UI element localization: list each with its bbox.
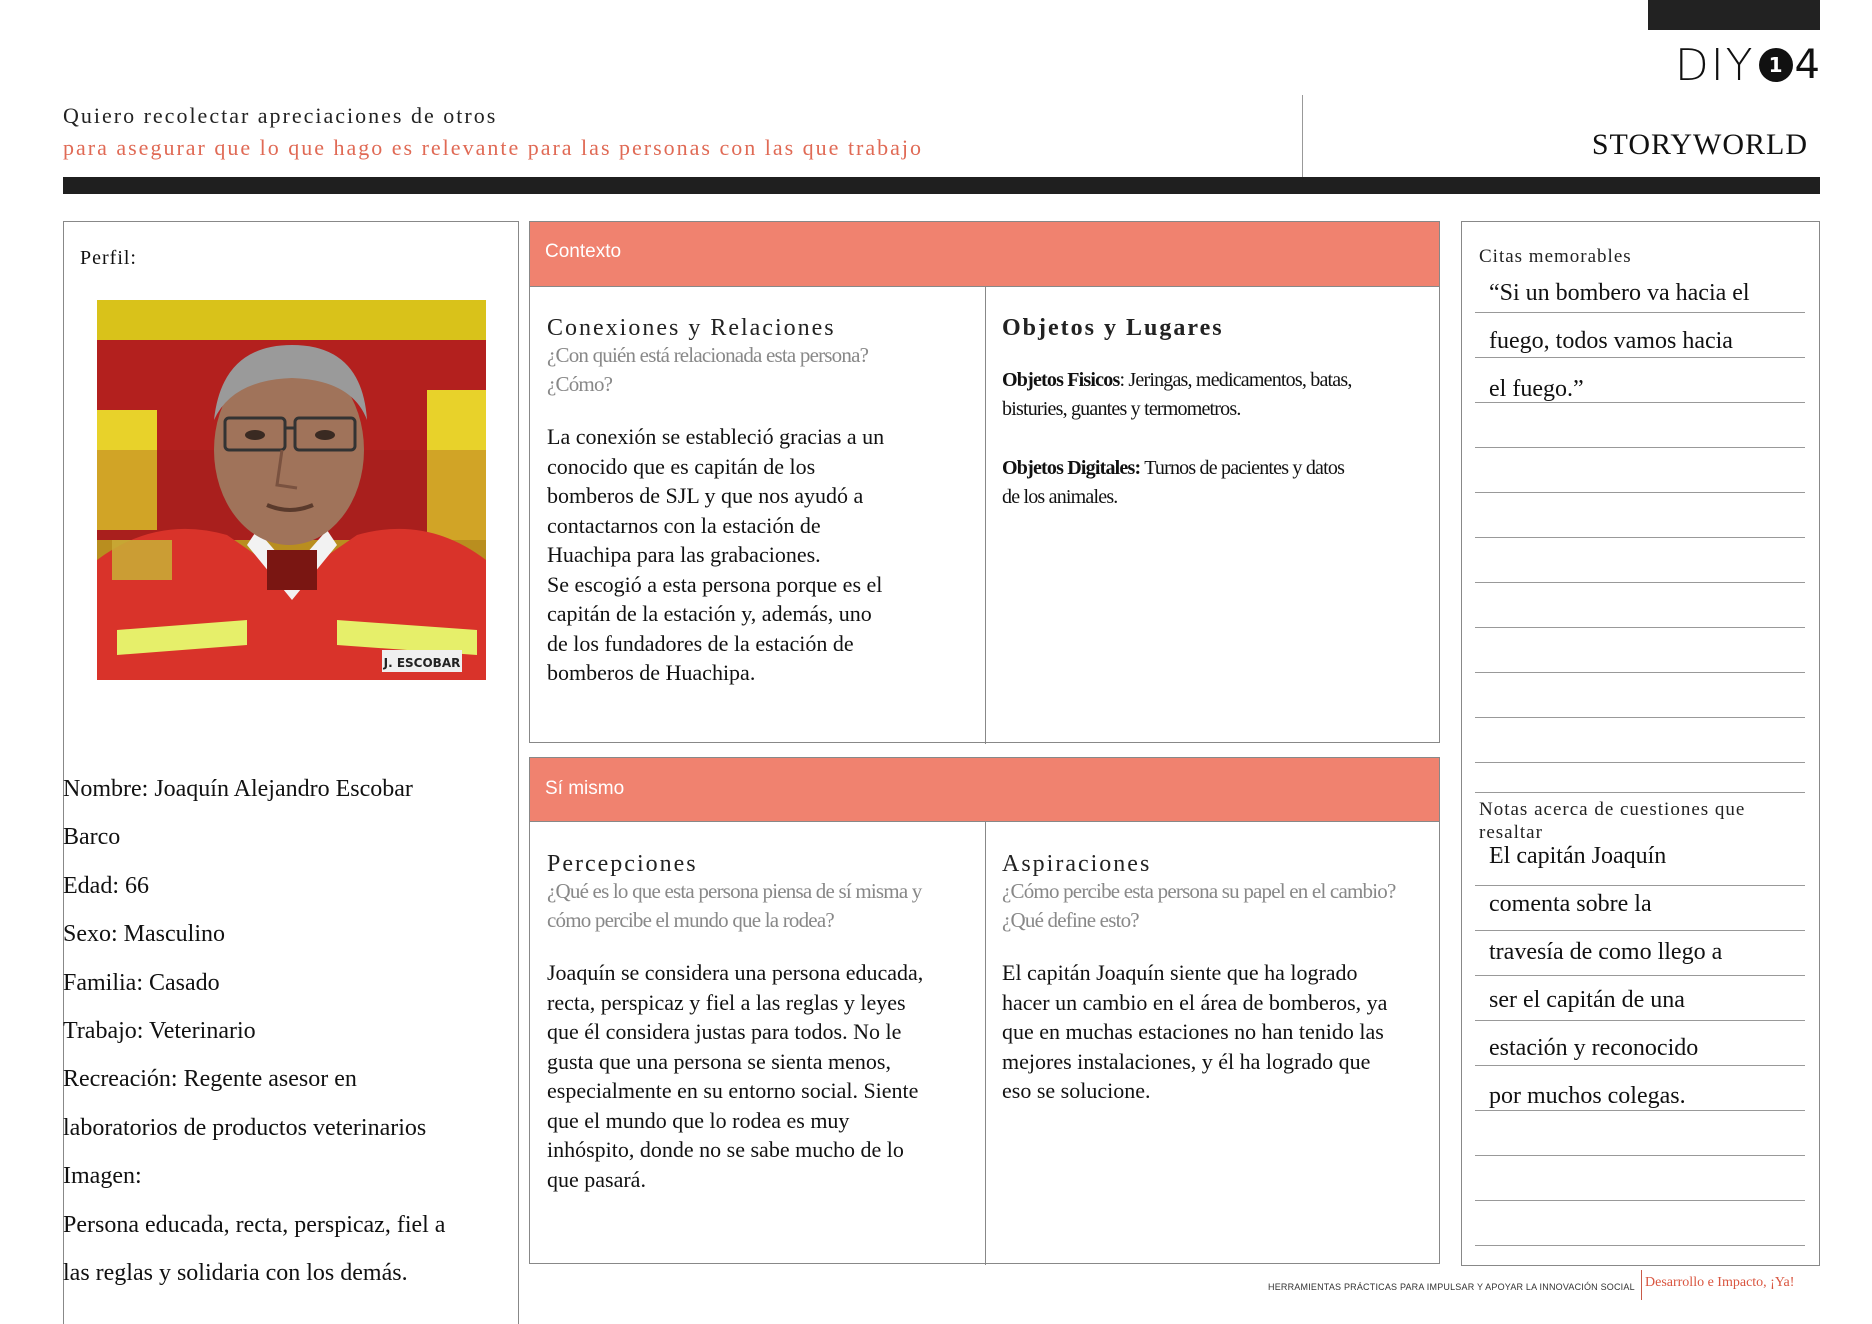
ruled-line [1475,1245,1805,1246]
subtitle-line: ¿Cómo? [547,372,613,396]
profile-photo [97,300,486,680]
ruled-line [1475,1110,1805,1111]
body-line: La conexión se estableció gracias a un [547,424,885,449]
profile-line: Nombre: Joaquín Alejandro Escobar [63,776,413,802]
quote-line: fuego, todos vamos hacia [1489,328,1733,354]
footer-separator [1641,1270,1642,1300]
header-goal-line: Quiero recolectar apreciaciones de otros [63,103,498,128]
objetos-digitales [1002,454,1432,512]
digitales-text-2: de los animales. [1002,486,1118,508]
profile-line: Imagen: [63,1163,142,1190]
ruled-line [1475,537,1805,538]
citas-label: Citas memorables [1479,246,1632,267]
ruled-line [1475,975,1805,976]
fisicos-label: Objetos Fisicos [1002,369,1120,391]
body-line: eso se solucione. [1002,1078,1151,1103]
body-line: inhóspito, donde no se sabe mucho de lo [547,1137,904,1162]
objetos-title: Objetos y Lugares [1002,315,1224,341]
profile-line: Sexo: Masculino [63,921,225,948]
note-line: estación y reconocido [1489,1035,1699,1061]
body-line: bomberos de Huachipa. [547,660,756,685]
body-line: Huachipa para las grabaciones. [547,542,821,567]
note-line: comenta sobre la [1489,891,1652,917]
profile-line: las reglas y solidaria con los demás. [63,1260,408,1287]
header-purpose-line: para asegurar que lo que hago es relevante para las personas con las que trabajo [63,135,924,160]
si-mismo-divider [985,822,986,1265]
body-line: mejores instalaciones, y él ha logrado que [1002,1048,1371,1074]
contexto-header: Contexto [530,222,1439,287]
logo-letters: DIY [1674,39,1755,91]
footer-brand: Desarrollo e Impacto, ¡Ya! [1645,1275,1795,1290]
body-line: bomberos de SJL y que nos ayudó a [547,483,864,508]
profile-line: Persona educada, recta, perspicaz, fiel a [63,1211,446,1238]
ruled-line [1475,1155,1805,1156]
body-line: conocido que es capitán de los [547,453,816,479]
ruled-line [1475,1065,1805,1066]
ruled-line [1475,792,1805,793]
aspiraciones-subtitle [1002,877,1438,935]
note-line: El capitán Joaquín [1489,843,1667,869]
ruled-line [1475,1020,1805,1021]
profile-line: Trabajo: Veterinario [63,1018,256,1045]
body-line: que el mundo que lo rodea es muy [547,1107,850,1133]
aspiraciones-title: Aspiraciones [1002,851,1152,877]
contexto-panel [529,221,1440,743]
ruled-line [1475,357,1805,358]
digitales-text: Turnos de pacientes y datos [1140,457,1345,479]
conexiones-section [547,315,977,688]
ruled-line [1475,447,1805,448]
logo-circle: 1 [1759,48,1793,82]
header-separator [1302,95,1303,190]
body-line: que en muchas estaciones no han tenido las [1002,1019,1384,1044]
profile-line: Edad: 66 [63,872,149,899]
notas-label: Notas acerca de cuestiones que resaltar [1479,799,1746,843]
section-title: STORYWORLD [1591,128,1808,161]
note-line: por muchos colegas. [1489,1083,1686,1109]
body-line: capitán de la estación y, además, uno [547,601,872,626]
subtitle-line: ¿Cómo percibe esta persona su papel en el cambio? [1002,879,1396,903]
body-line: Se escogió a esta persona porque es el [547,571,883,597]
body-line: de los fundadores de la estación de [547,630,854,656]
ruled-line [1475,627,1805,628]
body-line: recta, perspicaz y fiel a las reglas y leyes [547,989,906,1015]
ruled-line [1475,1200,1805,1201]
profile-label: Perfil: [80,247,137,269]
conexiones-body [547,422,977,688]
aspiraciones-body [1002,958,1438,1106]
body-line: gusta que una persona se sienta menos, [547,1048,891,1074]
quote-line: “Si un bombero va hacia el [1489,280,1750,306]
logo-suffix: 4 [1794,42,1820,88]
ruled-line [1475,762,1805,763]
ruled-line [1475,312,1805,313]
ruled-line [1475,492,1805,493]
percepciones-title: Percepciones [547,851,698,877]
ruled-line [1475,672,1805,673]
si-mismo-header: Sí mismo [530,758,1439,822]
profile-line: laboratorios de productos veterinarios [63,1114,427,1141]
body-line: especialmente en su entorno social. Siente [547,1078,919,1103]
subtitle-line: ¿Con quién está relacionada esta persona? [547,343,869,367]
objetos-fisicos [1002,366,1432,424]
header-bar [63,177,1820,194]
contexto-divider [985,287,986,744]
subtitle-line: cómo percibe el mundo que la rodea? [547,908,834,932]
profile-line: Recreación: Regente asesor en [63,1066,357,1093]
note-line: travesía de como llego a [1489,939,1723,965]
diy-logo [1648,40,1820,90]
body-line: contactarnos con la estación de [547,512,821,538]
firefighter-portrait-image [97,300,486,680]
digitales-label: Objetos Digitales: [1002,457,1141,479]
si-mismo-panel [529,757,1440,1264]
fisicos-text-2: bisturies, guantes y termometros. [1002,398,1241,420]
percepciones-section [547,851,983,1194]
ruled-line [1475,885,1805,886]
body-line: El capitán Joaquín siente que ha logrado [1002,960,1358,985]
body-line: que pasará. [547,1166,646,1192]
footer-tagline: HERRAMIENTAS PRÁCTICAS PARA IMPULSAR Y APOYAR LA INNOVACIÓN SOCIAL [1268,1282,1635,1292]
profile-line: Barco [63,824,121,851]
photo-name-badge: J. ESCOBAR [383,656,461,670]
conexiones-subtitle [547,341,977,399]
body-line: Joaquín se considera una persona educada, [547,960,924,985]
conexiones-title: Conexiones y Relaciones [547,315,836,341]
subtitle-line: ¿Qué define esto? [1002,908,1139,932]
aspiraciones-section [1002,851,1438,1106]
objetos-section [1002,315,1432,512]
quote-line: el fuego.” [1489,376,1584,402]
ruled-line [1475,582,1805,583]
ruled-line [1475,930,1805,931]
subtitle-line: ¿Qué es lo que esta persona piensa de sí misma y [547,879,922,903]
percepciones-subtitle [547,877,983,935]
fisicos-text: : Jeringas, medicamentos, batas, [1119,369,1352,391]
profile-details [63,765,513,1297]
note-line: ser el capitán de una [1489,987,1685,1013]
body-line: hacer un cambio en el área de bomberos, ya [1002,989,1388,1015]
body-line: que él considera justas para todos. No le [547,1019,902,1044]
percepciones-body [547,958,983,1194]
profile-line: Familia: Casado [63,969,220,996]
ruled-line [1475,717,1805,718]
top-black-tab [1648,0,1820,30]
